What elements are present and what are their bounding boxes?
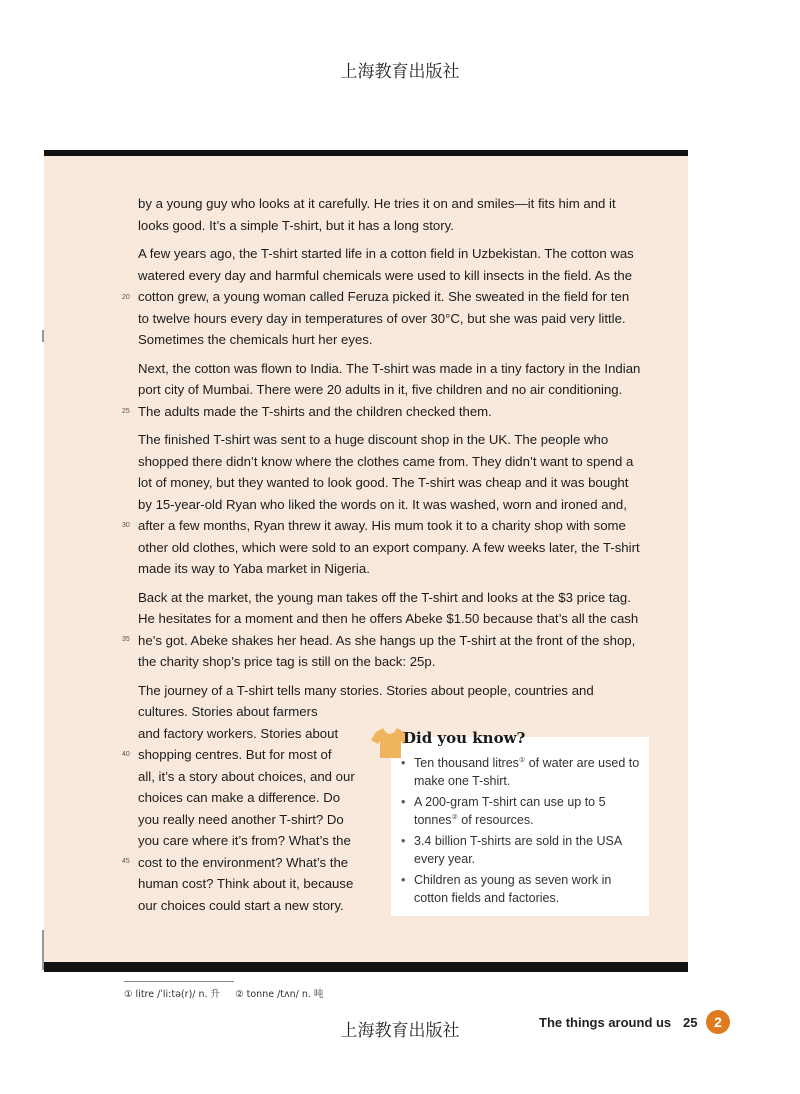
bottom-divider-bar	[44, 962, 688, 972]
fact-line: 3.4 billion T-shirts are sold in the USA	[414, 834, 623, 848]
fact-line	[414, 812, 649, 830]
text-line: all, it’s a story about choices, and our	[138, 768, 355, 784]
text-line: Back at the market, the young man takes off the T-shirt and looks at the $3 price tag.	[138, 589, 631, 605]
text-line: looks good. It’s a simple T-shirt, but it has a long story.	[138, 217, 454, 233]
fact-text: of water are used to	[525, 756, 640, 770]
text-line: lot of money, but they wanted to look good. The T-shirt was cheap and it was bought	[138, 475, 629, 490]
fact-line	[414, 755, 649, 773]
bullet: •	[401, 795, 406, 809]
publisher-footer: 上海教育出版社	[340, 1021, 460, 1041]
fact-text: of resources.	[457, 812, 534, 827]
fact-item	[399, 833, 649, 868]
text-line: the charity shop’s price tag is still on the back: 25p.	[138, 654, 436, 669]
fact-item	[399, 872, 649, 907]
line-number: 40	[122, 751, 130, 758]
text-line: cotton grew, a young woman called Feruza picked it. She sweated in the field for ten	[138, 289, 630, 304]
running-title: The things around us	[539, 1015, 672, 1030]
text-line: our choices could start a new story.	[138, 897, 344, 913]
text-line: Sometimes the chemicals hurt her eyes.	[138, 332, 373, 347]
line-number: 30	[122, 522, 130, 529]
footnote-rule	[124, 981, 234, 982]
text-line: and factory workers. Stories about	[138, 725, 339, 741]
publisher-header: 上海教育出版社	[340, 62, 460, 82]
text-line: cost to the environment? What’s the	[138, 854, 349, 870]
text-line: you really need another T-shirt? Do	[138, 811, 344, 827]
line-number: 20	[122, 294, 130, 301]
paragraph-intro	[138, 193, 658, 236]
text-line: by 15-year-old Ryan who liked the words on it. It was washed, worn and ironed and,	[138, 496, 627, 512]
text-line: cultures. Stories about farmers	[138, 704, 318, 719]
bullet: •	[401, 756, 406, 770]
text-line: The adults made the T-shirts and the children checked them.	[138, 403, 492, 419]
line-number: 45	[122, 858, 130, 865]
text-line: to twelve hours every day in temperatures of over 30°C, but she was paid very little.	[138, 310, 626, 326]
footnote-marker: ②	[451, 813, 458, 821]
top-divider-bar	[44, 150, 688, 156]
fact-item	[399, 794, 649, 829]
text-line: after a few months, Ryan threw it away. His mum took it to a charity shop with some	[138, 518, 626, 533]
line-number: 35	[122, 636, 130, 643]
fact-item	[399, 755, 649, 790]
text-line: by a young guy who looks at it carefully. He tries it on and smiles—it fits him and it	[138, 196, 616, 211]
page-number: 25	[683, 1015, 698, 1030]
edge-mark	[42, 930, 44, 970]
text-line: choices can make a difference. Do	[138, 790, 341, 805]
edge-mark	[42, 330, 44, 342]
text-line: shopping centres. But for most of	[138, 747, 332, 762]
text-line: Next, the cotton was flown to India. The T-shirt was made in a tiny factory in the Indian	[138, 360, 641, 376]
text-line: port city of Mumbai. There were 20 adults in it, five children and no air conditioning.	[138, 382, 623, 397]
text-line: watered every day and harmful chemicals were used to kill insects in the field. As the	[138, 267, 633, 283]
text-line: A few years ago, the T-shirt started life in a cotton field in Uzbekistan. The cotton was	[138, 246, 634, 261]
text-line: shopped there didn’t know where the clothes came from. They didn’t want to spend a	[138, 453, 634, 469]
line-number: 25	[122, 408, 130, 415]
footnote-litre: ① litre /ˈliːtə(r)/ n. 升	[124, 989, 221, 1000]
bullet: •	[401, 873, 406, 887]
footnotes	[124, 986, 335, 1000]
fact-line: every year.	[414, 851, 476, 866]
fact-line: cotton fields and factories.	[414, 890, 560, 905]
text-line: he’s got. Abeke shakes her head. As she hangs up the T-shirt at the front of the shop,	[138, 632, 636, 648]
fact-text: Ten thousand litres	[414, 756, 519, 770]
paragraph-market	[138, 587, 658, 673]
text-line: The journey of a T-shirt tells many stories. Stories about people, countries and	[138, 682, 594, 698]
text-line: made its way to Yaba market in Nigeria.	[138, 561, 370, 576]
did-you-know-title: Did you know?	[403, 729, 526, 747]
text-line: The finished T-shirt was sent to a huge discount shop in the UK. The people who	[138, 432, 609, 447]
unit-badge: 2	[706, 1010, 730, 1034]
footnote-marker: ①	[518, 756, 526, 764]
bullet: •	[401, 834, 406, 848]
text-line: human cost? Think about it, because	[138, 876, 354, 891]
fact-text: tonnes	[414, 812, 452, 827]
did-you-know-list	[399, 755, 649, 911]
fact-line: make one T-shirt.	[414, 773, 511, 788]
paragraph-india	[138, 358, 658, 423]
text-line: other old clothes, which were sold to an export company. A few weeks later, the T-shirt	[138, 539, 640, 555]
paragraph-uzbekistan	[138, 243, 658, 351]
text-line: He hesitates for a moment and then he offers Abeke $1.50 because that’s all the cash	[138, 611, 639, 626]
paragraph-uk	[138, 429, 658, 580]
fact-line: A 200-gram T-shirt can use up to 5	[414, 795, 606, 809]
fact-line: Children as young as seven work in	[414, 873, 612, 887]
text-line: you care where it’s from? What’s the	[138, 833, 351, 848]
footnote-tonne: ② tonne /tʌn/ n. 吨	[235, 989, 324, 1000]
